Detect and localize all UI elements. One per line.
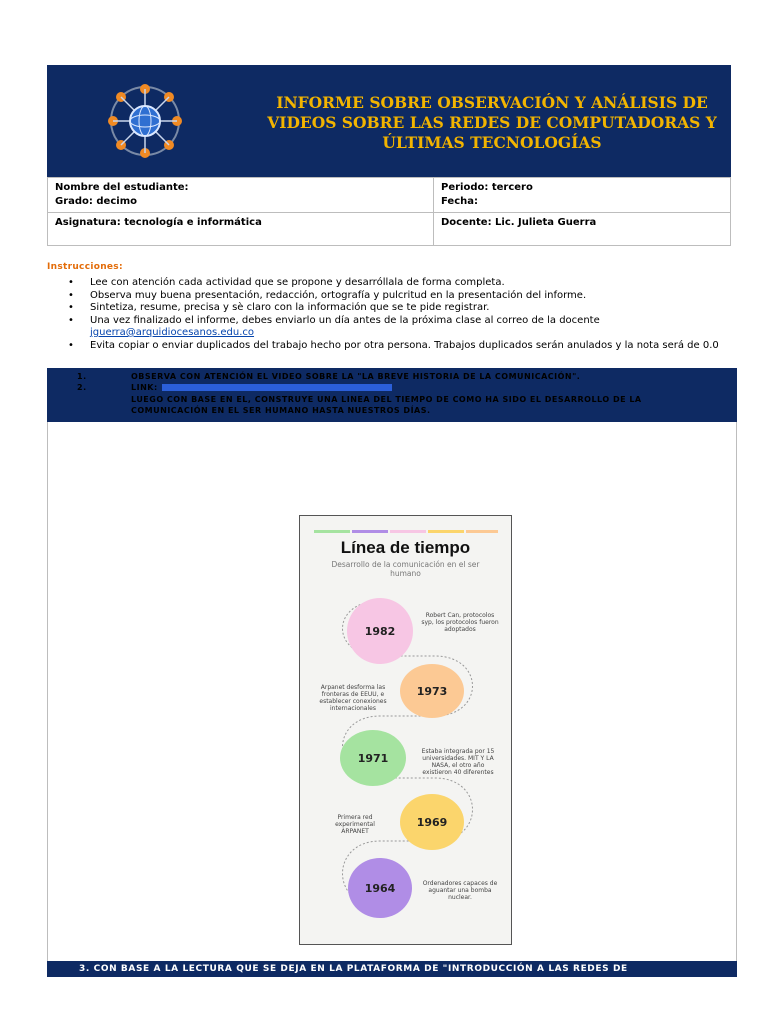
document-title: INFORME SOBRE OBSERVACIÓN Y ANÁLISIS DE VIDEOS SOBRE LAS REDES DE COMPUTADORAS Y ÚLTIMAS TECNOLOGÍAS	[267, 93, 717, 152]
timeline-subtitle: Desarrollo de la comunicación en el ser humano	[331, 560, 480, 578]
event-1964-desc: Ordenadores capaces de aguantar una bomba nuclear.	[422, 880, 498, 901]
task-2-number: 2.	[77, 383, 87, 392]
task-3-header	[47, 961, 737, 977]
link-label: LINK:	[131, 383, 158, 392]
date-label: Fecha:	[441, 196, 479, 207]
task-2-link-line	[131, 383, 392, 393]
document-header	[47, 65, 731, 177]
teacher-cell: Docente: Lic. Julieta Guerra	[434, 213, 731, 246]
task-2-text-1: LUEGO CON BASE EN EL, CONSTRUYE UNA LINEA DEL TIEMPO DE COMO HA SIDO EL DESARROLLO DE LA	[131, 395, 642, 404]
instructions-list	[66, 277, 726, 352]
video-link[interactable]	[162, 384, 392, 391]
instruction-text: Una vez finalizado el informe, debes enviarlo un día antes de la próxima clase al correo de la docente	[90, 314, 600, 326]
task-3-text: 3. CON BASE A LA LECTURA QUE SE DEJA EN LA PLATAFORMA DE "INTRODUCCIÓN A LAS REDES DE	[79, 964, 628, 974]
period-label: Periodo: tercero	[441, 182, 533, 193]
instruction-item: • Observa muy buena presentación, redacción, ortografía y pulcritud en la presentación del informe.	[66, 290, 726, 303]
network-globe-logo	[105, 81, 185, 161]
event-1973-desc: Arpanet desforma las fronteras de EEUU, e establecer conexiones internacionales	[319, 684, 387, 712]
event-1969-desc: Primera red experimental ARPANET	[335, 814, 375, 835]
event-1969-circle: 1969	[400, 794, 464, 850]
timeline-title: Línea de tiempo	[340, 538, 471, 557]
task-1-number: 1.	[77, 372, 87, 381]
event-1982-circle: 1982	[347, 598, 413, 664]
task-header-box	[47, 368, 737, 422]
instruction-item: • Lee con atención cada actividad que se propone y desarróllala de forma completa.	[66, 277, 726, 290]
task-2-text-2: COMUNICACIÓN EN EL SER HUMANO HASTA NUESTROS DÍAS.	[131, 406, 431, 415]
event-1971-desc: Estaba integrada por 15 universidades. MIT Y LA NASA, el otro año existieron 40 diferentes	[421, 748, 495, 776]
timeline-infographic	[299, 515, 512, 945]
teacher-email-link[interactable]: jguerra@arquidiocesanos.edu.co	[90, 327, 255, 338]
student-name-label: Nombre del estudiante:	[55, 182, 189, 193]
student-grade-cell[interactable]	[48, 178, 434, 213]
student-info-table	[47, 177, 731, 246]
event-1971-circle: 1971	[340, 730, 406, 786]
period-date-cell[interactable]	[434, 178, 731, 213]
grade-label: Grado: decimo	[55, 196, 137, 207]
event-1964-circle: 1964	[348, 858, 412, 918]
event-1973-circle: 1973	[400, 664, 464, 718]
instruction-item	[66, 315, 726, 340]
task-1-text: OBSERVA CON ATENCIÓN EL VIDEO SOBRE LA "LA BREVE HISTORIA DE LA COMUNICACIÓN".	[131, 372, 581, 381]
instructions-title: Instrucciones:	[47, 262, 123, 272]
instruction-item: • Evita copiar o enviar duplicados del trabajo hecho por otra persona. Trabajos duplicados serán anulados y la nota será de 0.0	[66, 340, 726, 353]
event-1982-desc: Robert Can, protocolos syp, los protocolos fueron adoptados	[421, 612, 499, 633]
subject-cell: Asignatura: tecnología e informática	[48, 213, 434, 246]
instruction-item: • Sintetiza, resume, precisa y sè claro con la información que se te pide registrar.	[66, 302, 726, 315]
